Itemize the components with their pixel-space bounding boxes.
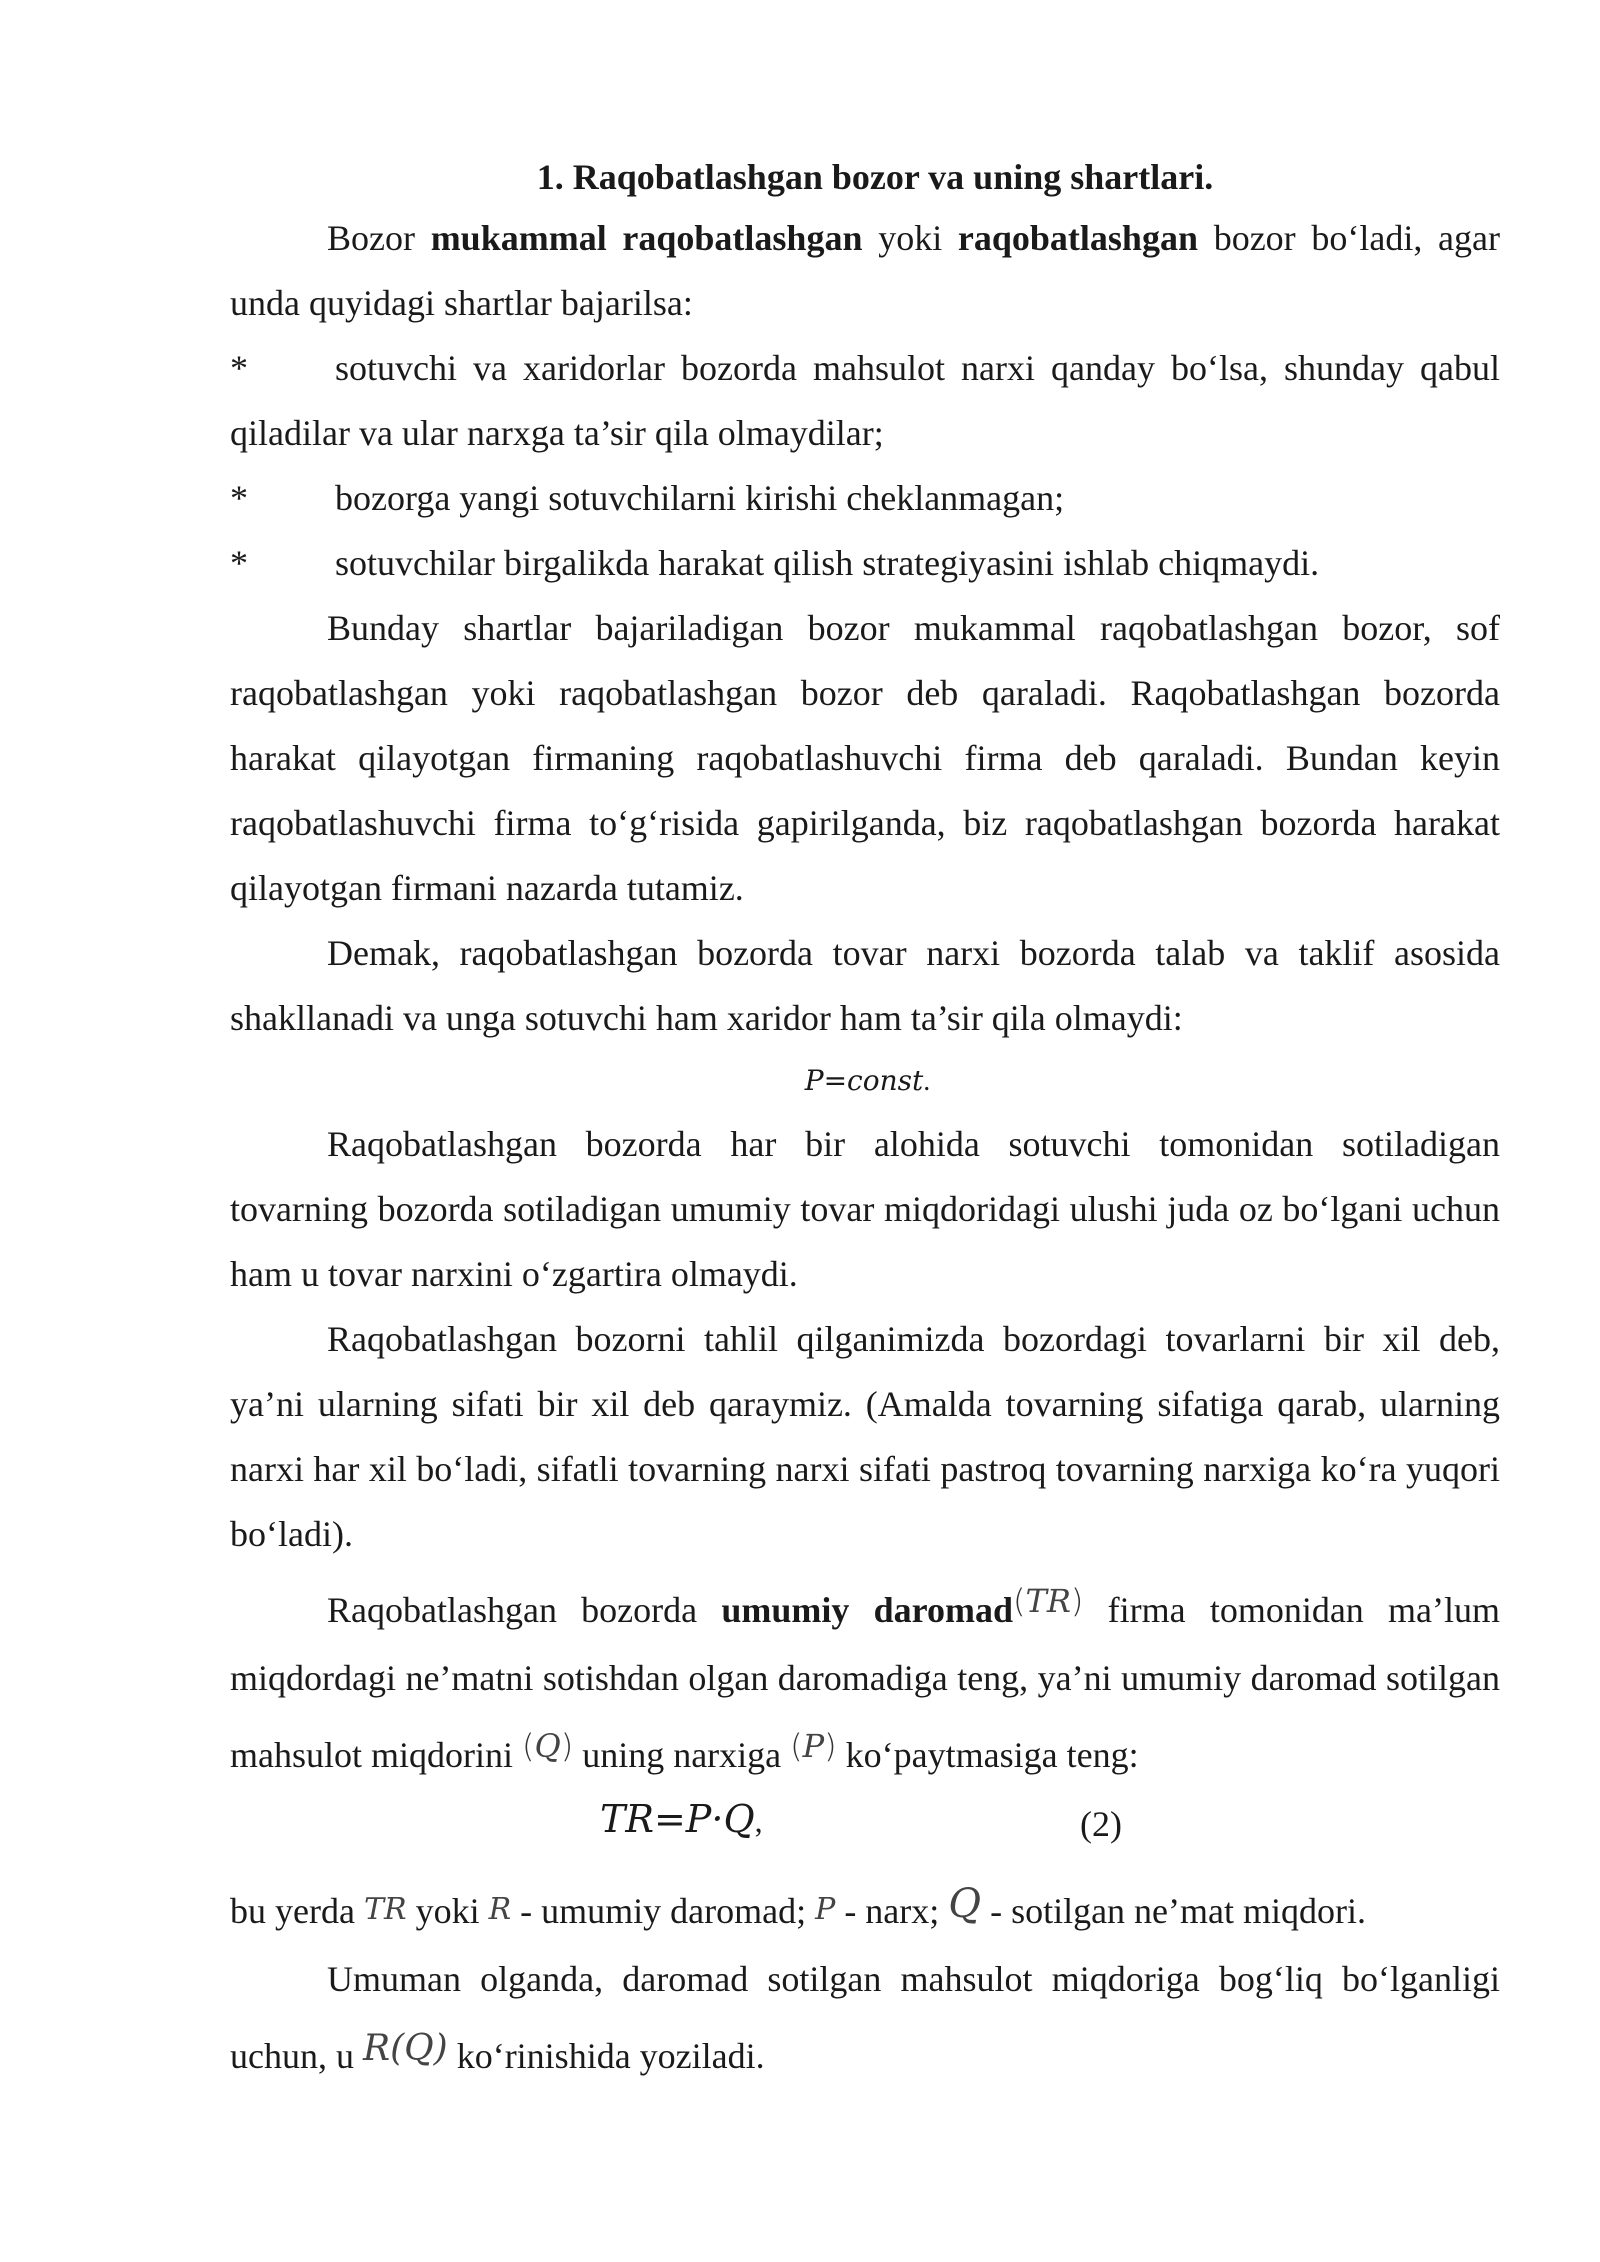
formula-expression-row xyxy=(600,1797,763,1842)
symbol-p: P xyxy=(802,1727,825,1765)
formula-punctuation: . xyxy=(923,1066,931,1097)
text-run: uning narxiga xyxy=(573,1735,791,1775)
section-heading: 1. Raqobatlashgan bozor va uning shartlari. xyxy=(536,157,1214,197)
paragraph-price-formation: Demak, raqobatlashgan bozorda tovar narxi bozorda talab va taklif asosida shakllanadi va unga sotuvchi ham xaridor ham ta’sir qila olmaydi: xyxy=(230,933,1500,1038)
text-run: Raqobatlashgan bozorda xyxy=(327,1590,722,1630)
bullet-marker: * xyxy=(230,348,248,388)
list-item-text: bozorga yangi sotuvchilarni kirishi cheklanmagan; xyxy=(335,478,1065,518)
symbol-p: P xyxy=(815,1892,836,1927)
text-run: ko‘rinishida yoziladi. xyxy=(447,2036,765,2076)
paragraph-total-revenue: Raqobatlashgan bozorda umumiy daromad(TR) firma tomonidan ma’lum miqdordagi ne’matni sotishdan olgan daromadiga teng, ya’ni umumiy daromad sotilgan mahsulot miqdorini (Q) uning narxiga (P) ko‘paytmasiga teng: xyxy=(230,1582,1501,1775)
symbol-q: Q xyxy=(534,1727,561,1765)
equation-number: (2) xyxy=(1080,1804,1122,1844)
list-item-text: sotuvchilar birgalikda harakat qilish strategiyasini ishlab chiqmaydi. xyxy=(335,543,1320,583)
symbol-r-of-q: R(Q) xyxy=(362,2028,448,2069)
symbol-r: R xyxy=(488,1892,512,1927)
paragraph-notation xyxy=(230,1871,1500,1944)
formula-price-constant xyxy=(230,1051,1500,1112)
text-run: ko‘paytmasiga teng: xyxy=(836,1735,1139,1775)
list-item xyxy=(230,531,1500,596)
text-run: bozor bo‘ladi, agar unda quyidagi shartlar bajarilsa: xyxy=(230,218,1500,323)
bold-term-total-revenue: umumiy daromad xyxy=(721,1590,1013,1630)
list-item xyxy=(230,466,1500,531)
bullet-marker: * xyxy=(230,478,248,518)
text-run: - umumiy daromad; xyxy=(511,1891,816,1931)
paragraph-definition xyxy=(230,206,1500,336)
formula-punctuation: , xyxy=(754,1803,763,1839)
text-run: yoki xyxy=(862,218,958,258)
text-run: firma tomonidan ma’lum miqdordagi ne’matni sotishdan olgan daromadiga teng, ya’ni umumiy daromad sotilgan mahsulot miqdorini xyxy=(230,1590,1501,1775)
formula-total-revenue xyxy=(230,1789,1500,1871)
symbol-tr: TR xyxy=(363,1892,407,1927)
paragraph-homogeneous-goods: Raqobatlashgan bozorni tahlil qilganimizda bozordagi tovarlarni bir xil deb, ya’ni ularning sifati bir xil deb qaraymiz. (Amalda tovarning sifatiga qarab, ularning narxi har xil bo‘ladi, sifatli tovarning narxi sifati pastroq tovarning narxiga ko‘ra yuqori bo‘ladi). xyxy=(230,1319,1500,1554)
list-item xyxy=(230,336,1500,466)
formula-expression: P=const xyxy=(804,1064,924,1097)
list-item-text: sotuvchi va xaridorlar bozorda mahsulot narxi qanday bo‘lsa, shunday qabul qiladilar va ular narxga ta’sir qila olmaydilar; xyxy=(230,348,1500,453)
paragraph-competitive-market: Bunday shartlar bajariladigan bozor mukammal raqobatlashgan bozor, sof raqobatlashgan yoki raqobatlashgan bozor deb qaraladi. Raqobatlashgan bozorda harakat qilayotgan firmaning raqobatlashuvchi firma deb qaraladi. Bundan keyin raqobatlashuvchi firma to‘g‘risida gapirilganda, biz raqobatlashgan bozorda harakat qilayotgan firmani nazarda tutamiz. xyxy=(230,608,1500,908)
bold-term-competitive: raqobatlashgan xyxy=(957,218,1198,258)
text-run: bu yerda xyxy=(230,1891,364,1931)
text-run: Bozor xyxy=(327,218,431,258)
bullet-marker: * xyxy=(230,543,248,583)
paragraph-revenue-function xyxy=(230,1944,1500,2091)
text-run: - sotilgan ne’mat miqdori. xyxy=(981,1891,1367,1931)
formula-expression: TR=P·Q xyxy=(600,1797,755,1841)
symbol-q: Q xyxy=(948,1881,982,1927)
text-run: - narx; xyxy=(835,1891,949,1931)
symbol-tr: TR xyxy=(1025,1582,1071,1620)
paragraph-seller-share: Raqobatlashgan bozorda har bir alohida sotuvchi tomonidan sotiladigan tovarning bozorda sotiladigan umumiy tovar miqdoridagi ulushi juda oz bo‘lgani uchun ham u tovar narxini o‘zgartira olmaydi. xyxy=(230,1124,1500,1294)
text-run: Umuman olganda, daromad sotilgan mahsulot miqdoriga bog‘liq bo‘lganligi uchun, u xyxy=(230,1959,1500,2076)
text-run: yoki xyxy=(406,1891,489,1931)
bold-term-perfect-competition: mukammal raqobatlashgan xyxy=(430,218,863,258)
